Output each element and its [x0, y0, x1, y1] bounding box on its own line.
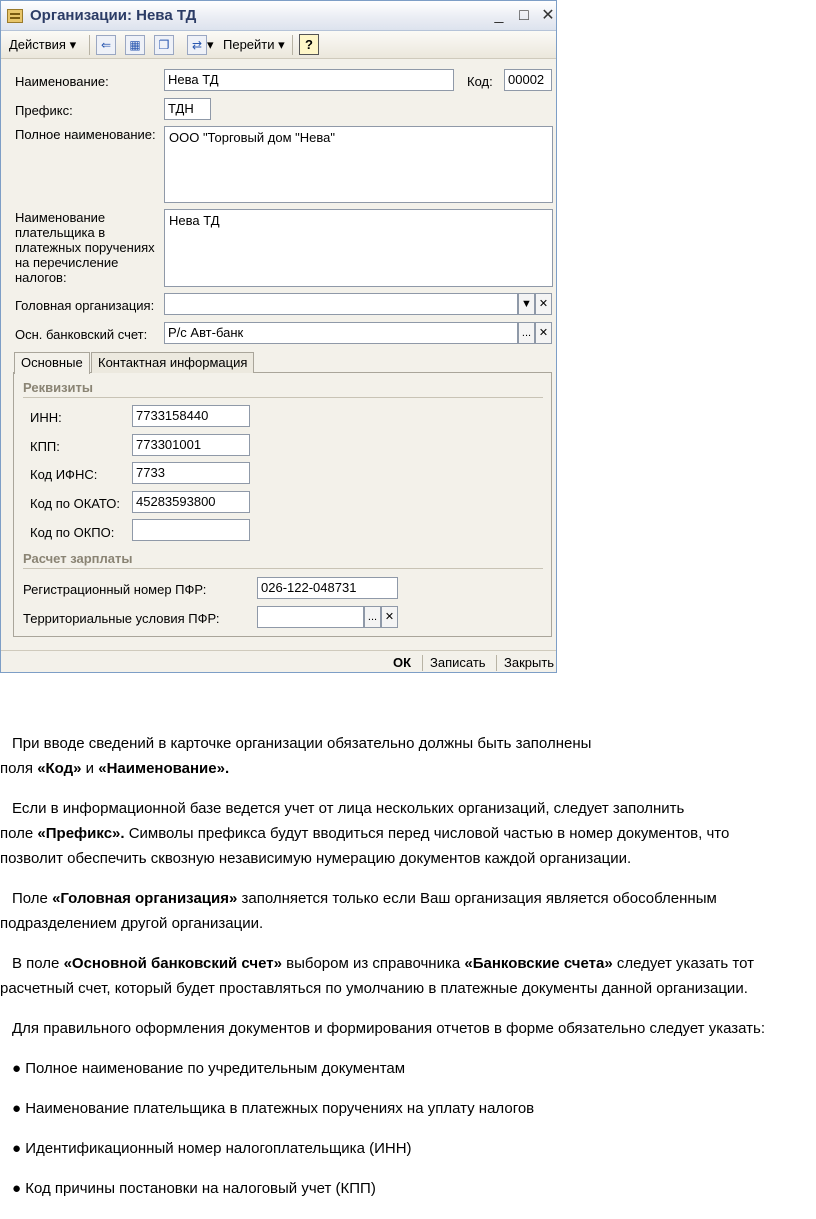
code-input[interactable]: 00002: [504, 69, 552, 91]
pfr-reg-input[interactable]: 026-122-048731: [257, 577, 398, 599]
divider: [422, 655, 423, 671]
toolbar-separator: [292, 35, 293, 55]
toolbar-separator: [89, 35, 90, 55]
paragraph-required-list-intro: Для правильного оформления документов и формирования отчетов в форме обязательно следует указать:: [12, 1020, 766, 1037]
actions-menu[interactable]: Действия ▾: [9, 37, 77, 52]
pfr-reg-label: Регистрационный номер ПФР:: [23, 582, 207, 597]
bank-account-select-icon[interactable]: ...: [518, 322, 535, 344]
payer-name-textarea[interactable]: Нева ТД: [164, 209, 553, 287]
bullet-item: ● Код причины постановки на налоговый учет (КПП): [12, 1180, 376, 1197]
okpo-label: Код по ОКПО:: [30, 525, 115, 540]
paragraph-head-org: Поле «Головная организация» заполняется только если Ваш организация является обособленным подразделением другой организации.: [0, 890, 717, 932]
back-arrow-icon[interactable]: ⇐: [96, 35, 116, 55]
organization-window: [0, 0, 557, 673]
save-button[interactable]: Записать: [430, 655, 486, 670]
inn-input[interactable]: 7733158440: [132, 405, 250, 427]
divider: [23, 568, 543, 569]
salary-group-title: Расчет зарплаты: [23, 551, 133, 566]
okato-input[interactable]: 45283593800: [132, 491, 250, 513]
code-label: Код:: [467, 74, 493, 89]
ifns-code-label: Код ИФНС:: [30, 467, 98, 482]
paragraph-prefix: Если в информационной базе ведется учет от лица нескольких организаций, следует заполнить поле «Префикс». Символы префикса будут вводиться перед числовой частью в номер документов, что позволит обеспечить сквозную независимую нумерацию документов каждой организации.: [0, 800, 730, 867]
name-label: Наименование:: [15, 74, 109, 89]
ifns-code-input[interactable]: 7733: [132, 462, 250, 484]
bank-account-label: Осн. банковский счет:: [15, 327, 148, 342]
paragraph-bank-account: В поле «Основной банковский счет» выбором из справочника «Банковские счета» следует указать тот расчетный счет, который будет проставляться по умолчанию в платежные документы данной организации.: [0, 955, 754, 997]
minimize-button[interactable]: _: [494, 7, 504, 24]
copy-icon[interactable]: ❐: [154, 35, 174, 55]
title-bar: [1, 1, 556, 31]
inn-label: ИНН:: [30, 410, 62, 425]
bank-account-input[interactable]: Р/с Авт-банк: [164, 322, 518, 344]
head-org-label: Головная организация:: [15, 298, 155, 313]
head-org-dropdown-icon[interactable]: ▼: [518, 293, 535, 315]
bottom-bar: [1, 650, 556, 673]
pfr-terr-input[interactable]: [257, 606, 364, 628]
catalog-icon: [7, 9, 23, 23]
kpp-label: КПП:: [30, 439, 60, 454]
name-input[interactable]: Нева ТД: [164, 69, 454, 91]
pfr-terr-select-icon[interactable]: ...: [364, 606, 381, 628]
pfr-terr-label: Территориальные условия ПФР:: [23, 611, 220, 626]
toolbar: [1, 31, 556, 59]
bullet-item: ● Наименование плательщика в платежных поручениях на уплату налогов: [12, 1100, 535, 1117]
kpp-input[interactable]: 773301001: [132, 434, 250, 456]
pfr-terr-clear-icon[interactable]: ✕: [381, 606, 398, 628]
prefix-input[interactable]: ТДН: [164, 98, 211, 120]
bullet-item: ● Полное наименование по учредительным документам: [12, 1060, 406, 1077]
prefix-label: Префикс:: [15, 103, 73, 118]
payer-name-label: Наименование плательщика в платежных поручениях на перечисление налогов:: [15, 210, 155, 285]
tab-contact-info[interactable]: Контактная информация: [91, 352, 254, 373]
close-form-button[interactable]: Закрыть: [504, 655, 555, 670]
full-name-label: Полное наименование:: [15, 127, 156, 142]
requisites-group-title: Реквизиты: [23, 380, 93, 395]
window-title: Организации: Нева ТД: [30, 7, 197, 24]
okato-label: Код по ОКАТО:: [30, 496, 121, 511]
divider: [496, 655, 497, 671]
full-name-textarea[interactable]: ООО "Торговый дом "Нева": [164, 126, 553, 203]
head-org-clear-icon[interactable]: ✕: [535, 293, 552, 315]
switch-icon[interactable]: ⇄: [187, 35, 207, 55]
okpo-input[interactable]: [132, 519, 250, 541]
divider: [23, 397, 543, 398]
tab-main[interactable]: Основные: [14, 352, 90, 374]
structure-icon[interactable]: ▦: [125, 35, 145, 55]
help-icon[interactable]: ?: [299, 34, 319, 55]
paragraph-required-fields: При вводе сведений в карточке организации обязательно должны быть заполнены поля «Код» и «Наименование».: [0, 735, 592, 777]
maximize-button[interactable]: □: [519, 7, 529, 24]
close-button[interactable]: ✕: [541, 7, 555, 24]
ok-button[interactable]: ОК: [393, 655, 412, 670]
goto-menu[interactable]: Перейти ▾: [223, 37, 285, 52]
head-org-input[interactable]: [164, 293, 518, 315]
bank-account-clear-icon[interactable]: ✕: [535, 322, 552, 344]
bullet-item: ● Идентификационный номер налогоплательщика (ИНН): [12, 1140, 412, 1157]
switch-dropdown-icon[interactable]: ▾: [207, 37, 214, 52]
